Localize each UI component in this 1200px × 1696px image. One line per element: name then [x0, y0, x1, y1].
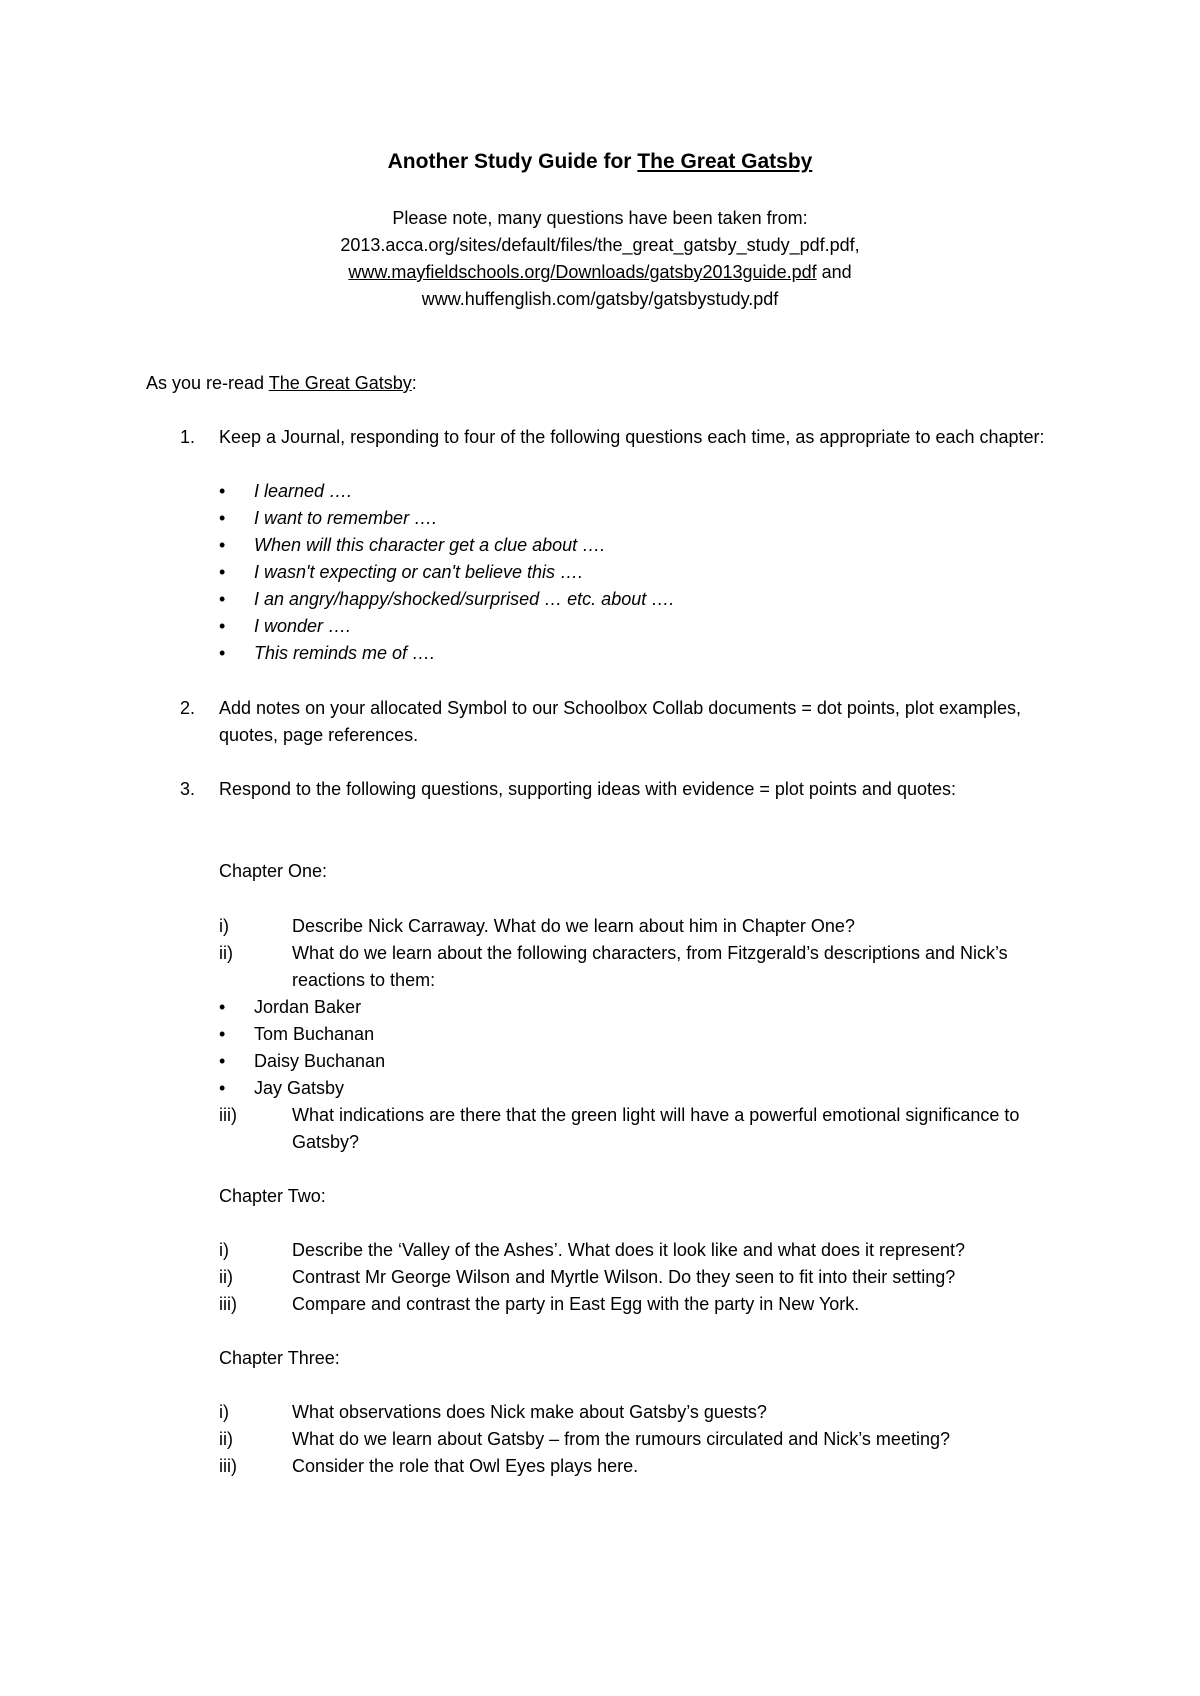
bullet-icon: •: [219, 535, 226, 555]
note-line-3: [0, 259, 1200, 286]
item-text: Keep a Journal, responding to four of the following questions each time, as appropriate to each chapter:: [219, 427, 1045, 447]
journal-prompts: [146, 478, 1066, 667]
intro-book: The Great Gatsby: [268, 373, 412, 393]
question-text: Describe Nick Carraway. What do we learn about him in Chapter One?: [292, 916, 855, 936]
item-number: 1.: [180, 427, 196, 447]
question-number: ii): [219, 1267, 233, 1287]
question-number: ii): [219, 1429, 233, 1449]
chapter-heading: Chapter Two:: [219, 1186, 326, 1206]
prompt-item: • I an angry/happy/shocked/surprised … etc. about ….: [146, 586, 1066, 613]
title-book: The Great Gatsby: [637, 150, 813, 173]
prompt-item: • I wonder ….: [146, 613, 1066, 640]
bullet-icon: •: [219, 562, 226, 582]
question-number: iii): [219, 1105, 237, 1125]
question-text: What observations does Nick make about Gatsby’s guests?: [292, 1402, 767, 1422]
note-line-4: www.huffenglish.com/gatsby/gatsbystudy.pdf: [421, 289, 779, 309]
chapter-heading: Chapter One:: [219, 861, 328, 881]
note-line-3-rest: and: [816, 262, 852, 282]
prompt-item: • I wasn't expecting or can't believe this ….: [146, 559, 1066, 586]
bullet-icon: •: [219, 1051, 226, 1071]
title-prefix: Another Study Guide for: [387, 150, 638, 173]
bullet-icon: •: [219, 997, 226, 1017]
page-title: [0, 148, 1200, 176]
prompt-item: • I learned ….: [146, 478, 1066, 505]
question-text: What do we learn about Gatsby – from the rumours circulated and Nick’s meeting?: [292, 1429, 950, 1449]
question-text: Compare and contrast the party in East Egg with the party in New York.: [292, 1294, 860, 1314]
question-number: i): [219, 1240, 229, 1260]
mayfield-link[interactable]: www.mayfieldschools.org/Downloads/gatsby2013guide.pdf: [348, 262, 817, 282]
bullet-icon: •: [219, 643, 226, 663]
question-text: Consider the role that Owl Eyes plays here.: [292, 1456, 639, 1476]
bullet-icon: •: [219, 616, 226, 636]
chapter-heading: Chapter Three:: [219, 1348, 340, 1368]
bullet-icon: •: [219, 589, 226, 609]
question-text: What do we learn about the following characters, from Fitzgerald’s descriptions and Nick’s reactions to them:: [292, 943, 1008, 990]
item-number: 3.: [180, 779, 196, 799]
note-line-2: 2013.acca.org/sites/default/files/the_great_gatsby_study_pdf.pdf,: [340, 235, 860, 255]
question-text: What indications are there that the green light will have a powerful emotional significance to Gatsby?: [292, 1105, 1020, 1152]
prompt-item: • I want to remember ….: [146, 505, 1066, 532]
item-text: Respond to the following questions, supporting ideas with evidence = plot points and quotes:: [219, 779, 956, 799]
document-page: Another Study Guide for The Great Gatsby Please note, many questions have been taken from: 2013.acca.org/sites/default/files/the_great_gatsby_study_pdf.pdf, www.mayfieldschools.org/Downloads/gatsby2013guide.pdf and www.huffenglish.com/gatsby/gatsbystudy.pdf As you re-read The Great Gatsby: 1. Keep a Journal, responding to four of the following questions each time, as appropriate to each chapter: • I learned …. • I want to remember …. • When will this character get a clue about …. • I wasn't expecting or can't believe this …. • I an angry/happy/shocked/surprised … etc. about …. • I wonder …. • This reminds me of …. 2. Add notes on your allocated Symbol to our Schoolbox Collab documents = dot points, plot examples, quotes, page references. 3. Respond to the following questions, supporting ideas with evidence = plot points and quotes: Chapter One: i) Describe Nick Carraway. What do we learn about him in Chapter One? ii) What do we learn about the following characters, from Fitzgerald’s descriptions and Nick’s reactions to them: • Jordan Baker • Tom Buchanan • Daisy Buchanan • Jay Gatsby iii) What indications are there that the green light will have a powerful emotional significance to Gatsby? Chapter Two: i) Describe the ‘Valley of the Ashes’. What does it look like and what does it represent? ii) Contrast Mr George Wilson and Myrtle Wilson. Do they seen to fit into their setting? iii) Compare and contrast the party in East Egg with the party in New York. Chapter Three: i) What observations does Nick make about Gatsby’s guests? ii) What do we learn about Gatsby – from the rumours circulated and Nick’s meeting? iii) Consider the role that Owl Eyes plays here.: [0, 0, 1200, 1696]
intro-suffix: :: [411, 373, 417, 393]
question-text: Contrast Mr George Wilson and Myrtle Wilson. Do they seen to fit into their setting?: [292, 1267, 956, 1287]
question-number: i): [219, 916, 229, 936]
bullet-icon: •: [219, 481, 226, 501]
question-number: i): [219, 1402, 229, 1422]
prompt-item: • When will this character get a clue about ….: [146, 532, 1066, 559]
question-number: iii): [219, 1456, 237, 1476]
item-number: 2.: [180, 698, 196, 718]
sources-note: [0, 205, 1200, 313]
intro-line: [146, 370, 417, 397]
item-text: Add notes on your allocated Symbol to our Schoolbox Collab documents = dot points, plot examples, quotes, page references.: [219, 698, 1021, 745]
bullet-icon: •: [219, 508, 226, 528]
bullet-icon: •: [219, 1078, 226, 1098]
intro-prefix: As you re-read: [146, 373, 269, 393]
prompt-item: • This reminds me of ….: [146, 640, 1066, 667]
question-number: ii): [219, 943, 233, 963]
bullet-icon: •: [219, 1024, 226, 1044]
note-line-1: Please note, many questions have been taken from:: [392, 208, 808, 228]
question-text: Describe the ‘Valley of the Ashes’. What does it look like and what does it represent?: [292, 1240, 966, 1260]
question-number: iii): [219, 1294, 237, 1314]
